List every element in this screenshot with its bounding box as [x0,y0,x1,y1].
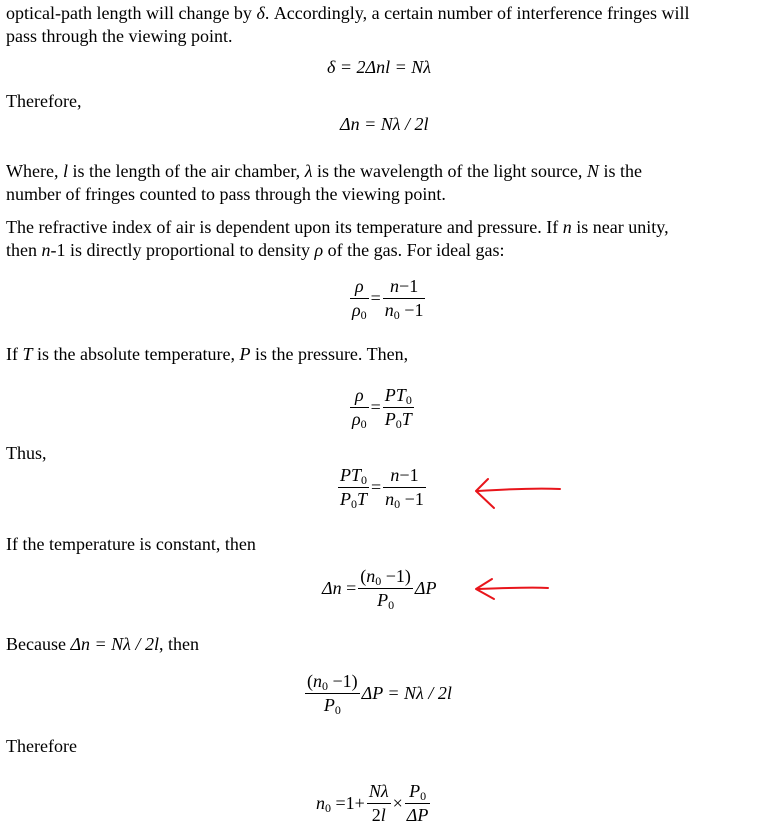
text-thus: Thus, [6,443,47,463]
paragraph-refractive-line1: The refractive index of air is dependent upon its temperature and pressure. If n is near unity, [6,217,669,237]
paragraph-refractive-line2: then n-1 is directly proportional to density ρ of the gas. For ideal gas: [6,240,505,260]
text-temperature-constant: If the temperature is constant, then [6,534,256,554]
equation-path-difference: δ = 2Δnl = Nλ [327,57,432,77]
paragraph-absolute-temp: If T is the absolute temperature, P is the pressure. Then, [6,344,409,364]
red-arrow-icon [470,575,555,605]
paragraph-intro-line2: pass through the viewing point. [6,26,233,46]
equation-pressure-change: Δn = $\frac{(n_0 -1)}{P_0}$ ΔP [322,566,437,612]
equation-final-result: $n_0 =1+$ $\frac{N\lambda}{2l}$ × $\frac{P_0}{\Delta P}$ [316,781,429,825]
text-therefore-2: Therefore [6,736,77,756]
paragraph-where-line2: number of fringes counted to pass through the viewing point. [6,184,446,204]
delta-symbol: δ [256,3,265,23]
paragraph-intro-line1: optical-path length will change by δ. Accordingly, a certain number of interference fringes will [6,3,690,23]
equation-delta-n: Δn = Nλ / 2l [340,114,429,134]
equation-substitution: $\frac{(n_0 -1)}{P_0}$ ΔP = Nλ / 2l [307,671,452,717]
paragraph-where-line1: Where, l is the length of the air chamber, λ is the wavelength of the light source, N is the [6,161,642,181]
paragraph-because: Because Δn = Nλ / 2l, then [6,634,199,654]
equation-density-ratio: $\frac{\rho}{\rho_0}$ = $\frac{n-1}{n_0 -1}$ [352,276,424,322]
equation-ideal-gas: $\frac{\rho}{\rho_0}$ = $\frac{PT_0}{P_0T}$ [352,385,412,431]
equation-combined: $\frac{PT_0}{P_0T}$ = $\frac{n-1}{n_0 -1}$ [340,465,424,511]
red-arrow-icon [470,474,565,514]
text-therefore-1: Therefore, [6,91,82,111]
